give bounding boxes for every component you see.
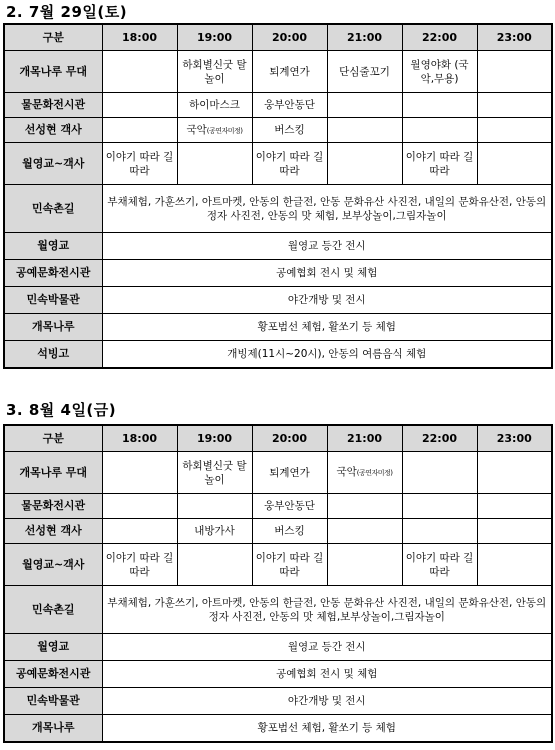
row-label: 개목나루 무대 — [4, 452, 102, 494]
cell-empty — [327, 118, 402, 143]
row-label: 물문화전시관 — [4, 93, 102, 118]
cell-empty — [327, 519, 402, 544]
cell-wide: 개빙제(11시~20시), 안동의 여름음식 체험 — [102, 341, 552, 368]
cell-wide: 야간개방 및 전시 — [102, 287, 552, 314]
row-label: 선성현 객사 — [4, 519, 102, 544]
header-2300: 23:00 — [477, 425, 552, 452]
cell-empty — [102, 452, 177, 494]
header-category: 구분 — [4, 24, 102, 51]
cell-empty — [402, 93, 477, 118]
cell-event: 이야기 따라 길 따라 — [102, 143, 177, 185]
table-header-row — [4, 24, 552, 51]
cell-event: 이야기 따라 길 따라 — [402, 143, 477, 185]
cell-empty — [402, 519, 477, 544]
cell-empty — [102, 51, 177, 93]
row-label: 월영교 — [4, 233, 102, 260]
section-title-jul29: 2. 7월 29일(토) — [6, 3, 128, 21]
header-2200: 22:00 — [402, 425, 477, 452]
cell-event: 퇴계연가 — [252, 452, 327, 494]
cell-event: 이야기 따라 길 따라 — [252, 544, 327, 586]
row-label: 민속촌길 — [4, 586, 102, 634]
event-main: 국악 — [186, 123, 207, 136]
cell-wide: 부채체험, 가훈쓰기, 아트마켓, 안동의 한글전, 안동 문화유산 사진전, 내일의 문화유산전, 안동의 정자 사진전, 안동의 맛 체험, 보부상놀이,그림자놀이 — [102, 185, 552, 233]
row-label: 월영교 — [4, 634, 102, 661]
cell-event: 월영야화 (국악,무용) — [402, 51, 477, 93]
row-label: 물문화전시관 — [4, 494, 102, 519]
header-2300: 23:00 — [477, 24, 552, 51]
cell-empty — [477, 494, 552, 519]
table-row — [4, 519, 552, 544]
cell-event: 이야기 따라 길 따라 — [252, 143, 327, 185]
row-label: 민속촌길 — [4, 185, 102, 233]
cell-empty — [102, 519, 177, 544]
cell-empty — [327, 143, 402, 185]
cell-empty — [477, 519, 552, 544]
cell-event: 버스킹 — [252, 118, 327, 143]
cell-event: 이야기 따라 길 따라 — [402, 544, 477, 586]
row-label: 개목나루 — [4, 314, 102, 341]
event-main: 국악 — [336, 466, 357, 478]
cell-empty — [102, 494, 177, 519]
header-1900: 19:00 — [177, 24, 252, 51]
cell-empty — [402, 118, 477, 143]
event-note: (공연자미정) — [206, 126, 243, 135]
header-2100: 21:00 — [327, 24, 402, 51]
row-label: 월영교~객사 — [4, 143, 102, 185]
row-label: 민속박물관 — [4, 688, 102, 715]
table-row — [4, 233, 552, 260]
cell-event: 이야기 따라 길 따라 — [102, 544, 177, 586]
cell-empty — [177, 494, 252, 519]
cell-wide: 월영교 등간 전시 — [102, 634, 552, 661]
table-row — [4, 93, 552, 118]
table-row — [4, 715, 552, 742]
cell-event — [327, 452, 402, 494]
cell-empty — [402, 494, 477, 519]
cell-event: 퇴계연가 — [252, 51, 327, 93]
cell-wide: 황포범선 체험, 활쏘기 등 체험 — [102, 715, 552, 742]
table-row — [4, 51, 552, 93]
cell-event: 버스킹 — [252, 519, 327, 544]
schedule-table-jul29 — [3, 23, 553, 369]
table-row — [4, 185, 552, 233]
table-row — [4, 143, 552, 185]
table-row — [4, 118, 552, 143]
header-2000: 20:00 — [252, 24, 327, 51]
row-label: 공예문화전시관 — [4, 260, 102, 287]
row-label: 선성현 객사 — [4, 118, 102, 143]
header-2100: 21:00 — [327, 425, 402, 452]
cell-wide: 부채체험, 가훈쓰기, 아트마켓, 안동의 한글전, 안동 문화유산 사진전, 내일의 문화유산전, 안동의 정자 사진전, 안동의 맛 체험,보부상놀이,그림자놀이 — [102, 586, 552, 634]
cell-event: 하회별신굿 탈놀이 — [177, 51, 252, 93]
cell-wide: 황포범선 체험, 활쏘기 등 체험 — [102, 314, 552, 341]
cell-event: 단심줄꼬기 — [327, 51, 402, 93]
cell-empty — [402, 452, 477, 494]
cell-wide: 야간개방 및 전시 — [102, 688, 552, 715]
header-category: 구분 — [4, 425, 102, 452]
row-label: 개목나루 무대 — [4, 51, 102, 93]
cell-empty — [102, 93, 177, 118]
cell-empty — [477, 51, 552, 93]
header-1900: 19:00 — [177, 425, 252, 452]
section-title-aug4: 3. 8월 4일(금) — [6, 401, 117, 419]
cell-empty — [327, 93, 402, 118]
table-row — [4, 634, 552, 661]
cell-event: 하회별신굿 탈놀이 — [177, 452, 252, 494]
table-row — [4, 661, 552, 688]
row-label: 개목나루 — [4, 715, 102, 742]
cell-empty — [177, 143, 252, 185]
cell-empty — [477, 452, 552, 494]
table-row — [4, 287, 552, 314]
table-row — [4, 341, 552, 368]
cell-event: 웅부안동단 — [252, 494, 327, 519]
cell-event: 웅부안동단 — [252, 93, 327, 118]
event-note: (공연자미정) — [356, 469, 393, 477]
table-row — [4, 452, 552, 494]
row-label: 월영교~객사 — [4, 544, 102, 586]
cell-empty — [477, 143, 552, 185]
header-1800: 18:00 — [102, 24, 177, 51]
table-header-row — [4, 425, 552, 452]
cell-event: 내방가사 — [177, 519, 252, 544]
cell-empty — [177, 544, 252, 586]
cell-event — [177, 118, 252, 143]
cell-empty — [477, 93, 552, 118]
schedule-table-aug4 — [3, 424, 553, 743]
header-2200: 22:00 — [402, 24, 477, 51]
row-label: 공예문화전시관 — [4, 661, 102, 688]
header-2000: 20:00 — [252, 425, 327, 452]
row-label: 석빙고 — [4, 341, 102, 368]
cell-wide: 월영교 등간 전시 — [102, 233, 552, 260]
cell-empty — [327, 544, 402, 586]
cell-empty — [102, 118, 177, 143]
cell-wide: 공예협회 전시 및 체험 — [102, 661, 552, 688]
table-row — [4, 544, 552, 586]
header-1800: 18:00 — [102, 425, 177, 452]
table-row — [4, 314, 552, 341]
table-row — [4, 260, 552, 287]
cell-empty — [477, 118, 552, 143]
table-row — [4, 586, 552, 634]
cell-event: 하이마스크 — [177, 93, 252, 118]
table-row — [4, 494, 552, 519]
row-label: 민속박물관 — [4, 287, 102, 314]
cell-empty — [327, 494, 402, 519]
cell-wide: 공예협회 전시 및 체험 — [102, 260, 552, 287]
table-row — [4, 688, 552, 715]
cell-empty — [477, 544, 552, 586]
